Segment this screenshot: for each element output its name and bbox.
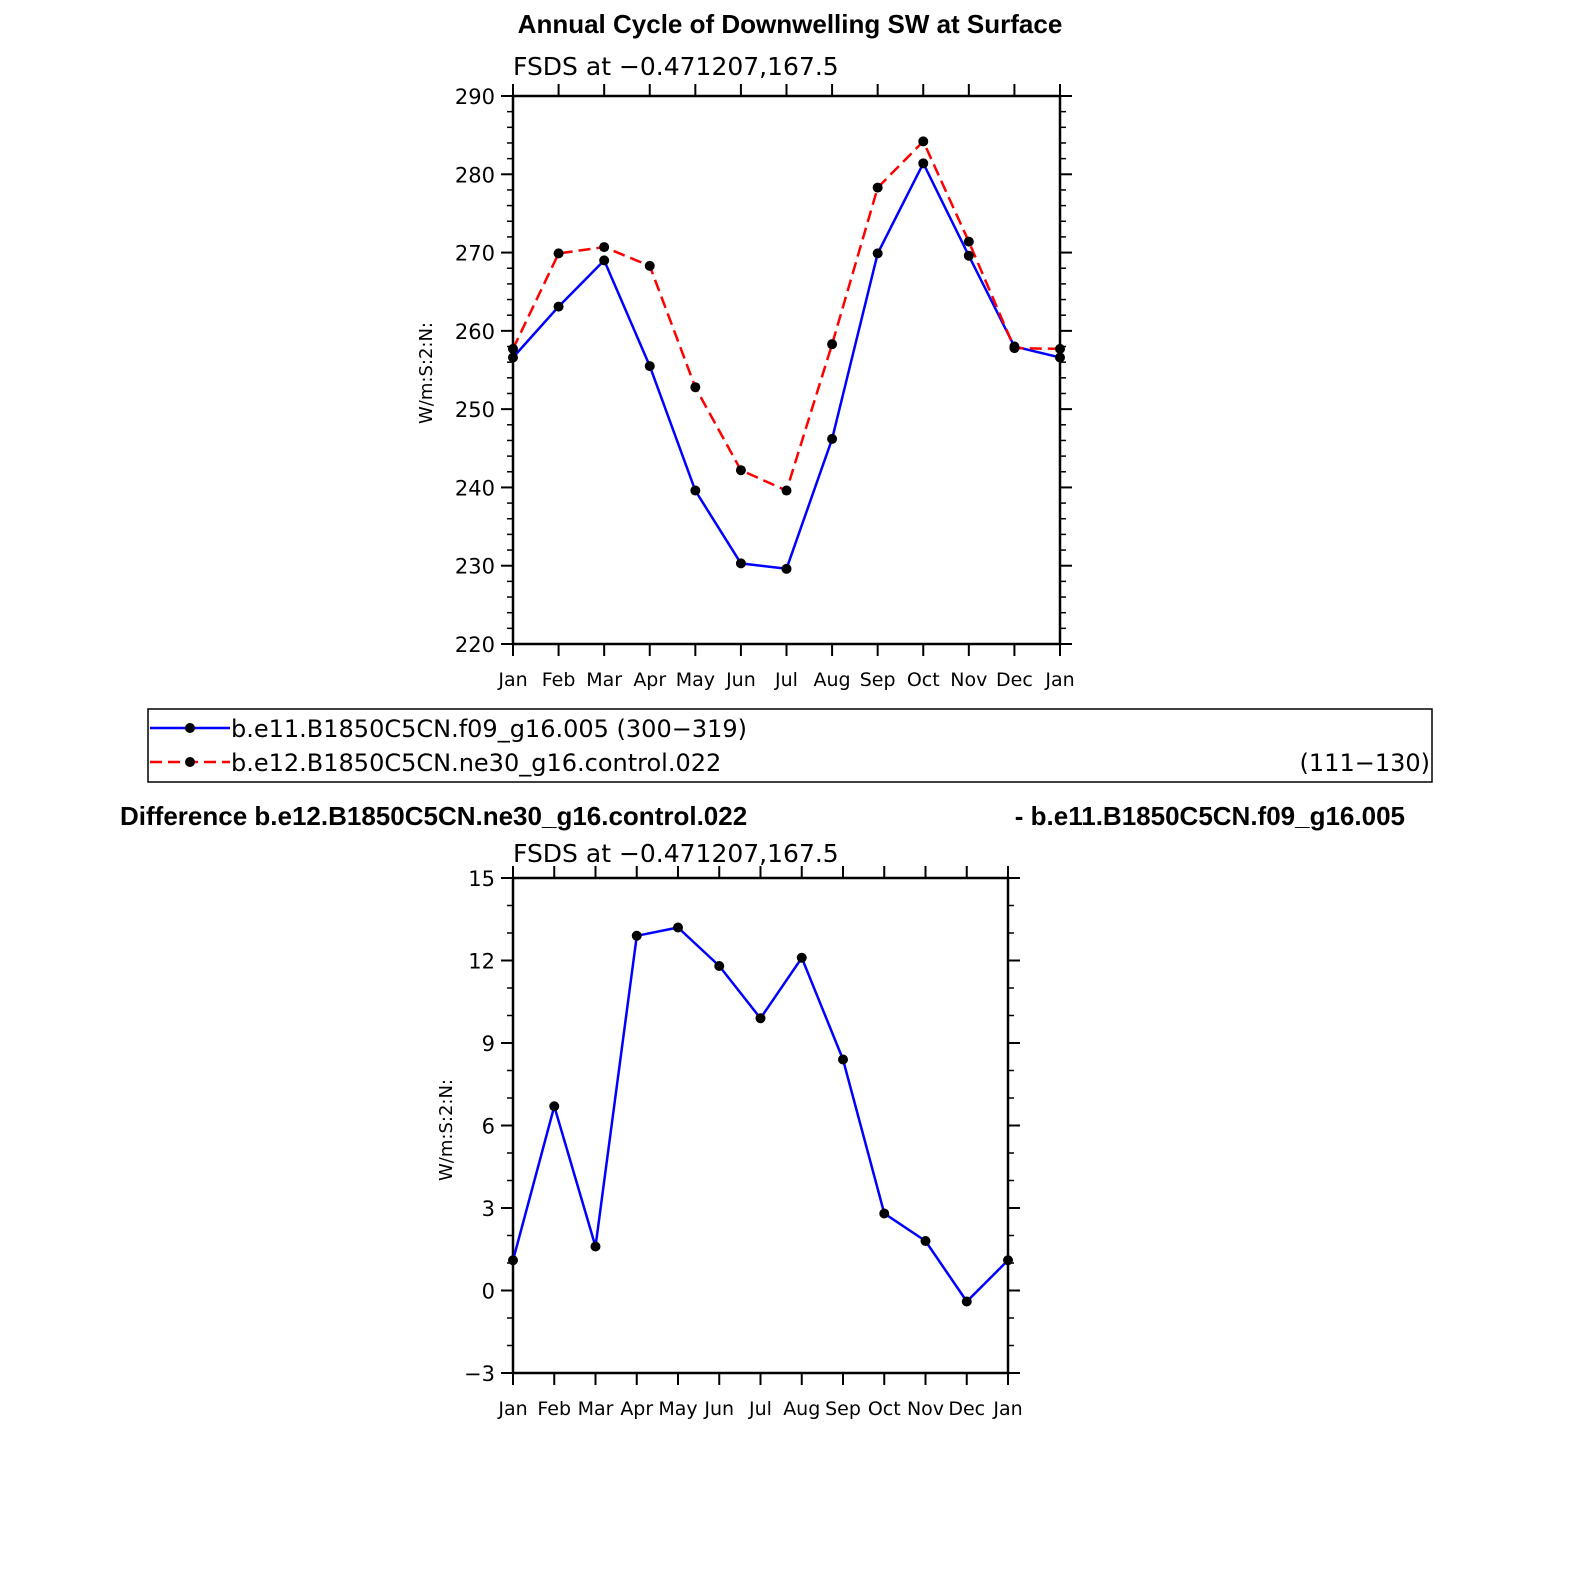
data-point bbox=[554, 302, 564, 312]
data-point bbox=[1055, 352, 1065, 362]
data-point bbox=[964, 251, 974, 261]
y-tick-label: 6 bbox=[481, 1114, 495, 1139]
y-tick-label: 280 bbox=[454, 163, 495, 188]
data-point bbox=[838, 1055, 848, 1065]
data-point bbox=[673, 923, 683, 933]
data-point bbox=[782, 486, 792, 496]
data-point bbox=[1009, 343, 1019, 353]
legend-item-blue bbox=[150, 715, 747, 743]
legend-label-red: b.e12.B1850C5CN.ne30_g16.control.022 bbox=[231, 749, 722, 777]
data-point bbox=[508, 1255, 518, 1265]
x-tick-label: Oct bbox=[867, 1398, 901, 1420]
x-tick-label: Dec bbox=[948, 1398, 986, 1420]
data-point bbox=[632, 931, 642, 941]
data-point bbox=[1055, 344, 1065, 354]
series-line-1 bbox=[513, 141, 1060, 490]
data-point bbox=[736, 465, 746, 475]
x-tick-label: Dec bbox=[996, 669, 1033, 691]
x-tick-label: Jul bbox=[749, 1398, 772, 1420]
chart-bottom-subtitle: FSDS at −0.471207,167.5 bbox=[513, 839, 839, 868]
data-point bbox=[827, 339, 837, 349]
data-point bbox=[645, 361, 655, 371]
y-tick-label: 230 bbox=[454, 554, 495, 579]
plot-frame bbox=[513, 878, 1008, 1373]
x-tick-label: Mar bbox=[586, 669, 623, 691]
chart-difference bbox=[436, 839, 1023, 1420]
x-tick-label: Aug bbox=[813, 669, 851, 691]
x-tick-label: Feb bbox=[541, 669, 576, 691]
y-tick-label: 290 bbox=[454, 85, 495, 109]
data-point bbox=[918, 136, 928, 146]
data-point bbox=[599, 242, 609, 252]
x-tick-label: May bbox=[658, 1398, 698, 1420]
data-point bbox=[645, 261, 655, 271]
y-tick-label: 12 bbox=[468, 949, 495, 974]
chart-annual-cycle bbox=[416, 52, 1075, 691]
x-tick-label: Jan bbox=[1045, 669, 1075, 691]
diff-title-left: Difference b.e12.B1850C5CN.ne30_g16.control.022 bbox=[120, 801, 748, 831]
series-line-0 bbox=[513, 163, 1060, 569]
data-point bbox=[827, 434, 837, 444]
series-line-0 bbox=[513, 928, 1008, 1302]
y-tick-label: 0 bbox=[481, 1279, 495, 1304]
x-tick-label: Jun bbox=[704, 1398, 735, 1420]
y-tick-label: 220 bbox=[454, 633, 495, 657]
diff-title-right: - b.e11.B1850C5CN.f09_g16.005 bbox=[1014, 801, 1405, 831]
x-tick-label: Jan bbox=[498, 669, 528, 691]
legend-marker-red bbox=[185, 757, 195, 767]
data-point bbox=[918, 158, 928, 168]
y-tick-label: 270 bbox=[454, 241, 495, 266]
data-point bbox=[599, 255, 609, 265]
y-tick-label: 260 bbox=[454, 319, 495, 344]
chart-bottom-ylabel: W/m:S:2:N: bbox=[436, 1079, 457, 1181]
legend-item-red bbox=[150, 749, 1430, 777]
x-tick-label: Feb bbox=[537, 1398, 572, 1420]
data-point bbox=[690, 382, 700, 392]
legend-label-blue: b.e11.B1850C5CN.f09_g16.005 (300−319) bbox=[231, 715, 747, 743]
chart-top-ylabel: W/m:S:2:N: bbox=[416, 322, 437, 424]
x-tick-label: Jan bbox=[498, 1398, 528, 1420]
x-tick-label: May bbox=[675, 669, 715, 691]
x-tick-label: Jan bbox=[993, 1398, 1023, 1420]
x-tick-label: Aug bbox=[783, 1398, 821, 1420]
x-tick-label: Nov bbox=[906, 1398, 945, 1420]
data-point bbox=[879, 1209, 889, 1219]
x-tick-label: Oct bbox=[906, 669, 940, 691]
x-tick-label: Mar bbox=[577, 1398, 614, 1420]
y-tick-label: −3 bbox=[464, 1362, 495, 1386]
x-tick-label: Jun bbox=[726, 669, 756, 691]
y-tick-label: 9 bbox=[481, 1032, 495, 1056]
data-point bbox=[508, 352, 518, 362]
data-point bbox=[736, 558, 746, 568]
data-point bbox=[921, 1236, 931, 1246]
x-tick-label: Apr bbox=[620, 1398, 654, 1420]
data-point bbox=[782, 564, 792, 574]
data-point bbox=[873, 248, 883, 258]
data-point bbox=[714, 961, 724, 971]
data-point bbox=[554, 248, 564, 258]
legend-marker-blue bbox=[185, 723, 195, 733]
y-tick-label: 3 bbox=[481, 1197, 495, 1221]
data-point bbox=[1003, 1255, 1013, 1265]
data-point bbox=[756, 1013, 766, 1023]
legend-suffix-red: (111−130) bbox=[1299, 749, 1430, 777]
x-tick-label: Sep bbox=[859, 669, 896, 691]
data-point bbox=[962, 1297, 972, 1307]
data-point bbox=[873, 183, 883, 193]
data-point bbox=[964, 237, 974, 247]
y-tick-label: 240 bbox=[454, 476, 495, 501]
data-point bbox=[508, 344, 518, 354]
y-tick-label: 250 bbox=[454, 398, 495, 423]
x-tick-label: Apr bbox=[633, 669, 667, 691]
x-tick-label: Jul bbox=[775, 669, 798, 691]
data-point bbox=[549, 1101, 559, 1111]
y-tick-label: 15 bbox=[468, 867, 495, 891]
data-point bbox=[797, 953, 807, 963]
chart-top-subtitle: FSDS at −0.471207,167.5 bbox=[513, 52, 839, 81]
plot-frame bbox=[513, 96, 1060, 644]
x-tick-label: Sep bbox=[825, 1398, 861, 1420]
data-point bbox=[591, 1242, 601, 1252]
main-title: Annual Cycle of Downwelling SW at Surface bbox=[517, 9, 1063, 39]
data-point bbox=[690, 486, 700, 496]
legend bbox=[148, 709, 1432, 782]
x-tick-label: Nov bbox=[950, 669, 988, 691]
